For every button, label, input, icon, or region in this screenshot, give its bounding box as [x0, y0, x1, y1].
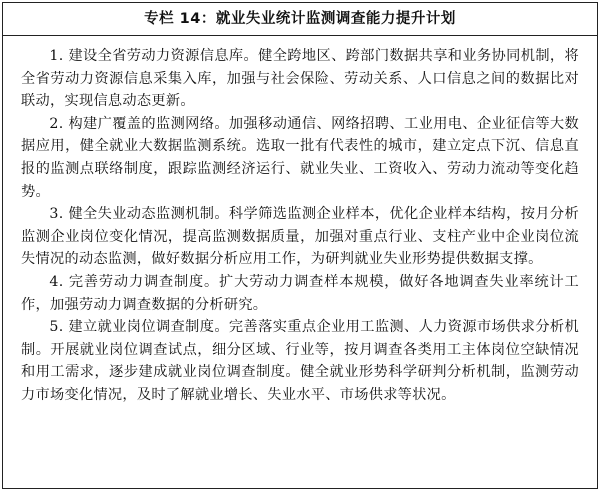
column-box [2, 2, 598, 489]
column-content [3, 36, 597, 407]
paragraph-2: 2. 构建广覆盖的监测网络。加强移动通信、网络招聘、工业用电、企业征信等大数据应用，健全就业大数据监测系统。选取一批有代表性的城市，建立定点下沉、信息直报的监测点联络制度，跟踪监测经济运行、就业失业、工资收入、劳动力流动等变化趋势。 [21, 115, 579, 200]
paragraph-1: 1. 建设全省劳动力资源信息库。健全跨地区、跨部门数据共享和业务协同机制，将全省劳动力资源信息采集入库，加强与社会保险、劳动关系、人口信息之间的数据比对联动，实现信息动态更新。 [21, 48, 579, 110]
paragraph-3: 3. 健全失业动态监测机制。科学筛选监测企业样本，优化企业样本结构，按月分析监测企业岗位变化情况，提高监测数据质量，加强对重点行业、支柱产业中企业岗位流失情况的动态监测，做好数据分析应用工作，为研判就业失业形势提供数据支撑。 [21, 206, 579, 268]
paragraph-5: 5. 建立就业岗位调查制度。完善落实重点企业用工监测、人力资源市场供求分析机制。开展就业岗位调查试点，细分区域、行业等，按月调查各类用工主体岗位空缺情况和用工需求，逐步建成就业岗位调查制度。健全就业形势科学研判分析机制，监测劳动力市场变化情况，及时了解就业增长、失业水平、市场供求等状况。 [21, 319, 579, 403]
column-title: 专栏 14：就业失业统计监测调查能力提升计划 [3, 3, 597, 36]
paragraph-4: 4. 完善劳动力调查制度。扩大劳动力调查样本规模，做好各地调查失业率统计工作，加强劳动力调查数据的分析研究。 [21, 273, 579, 313]
